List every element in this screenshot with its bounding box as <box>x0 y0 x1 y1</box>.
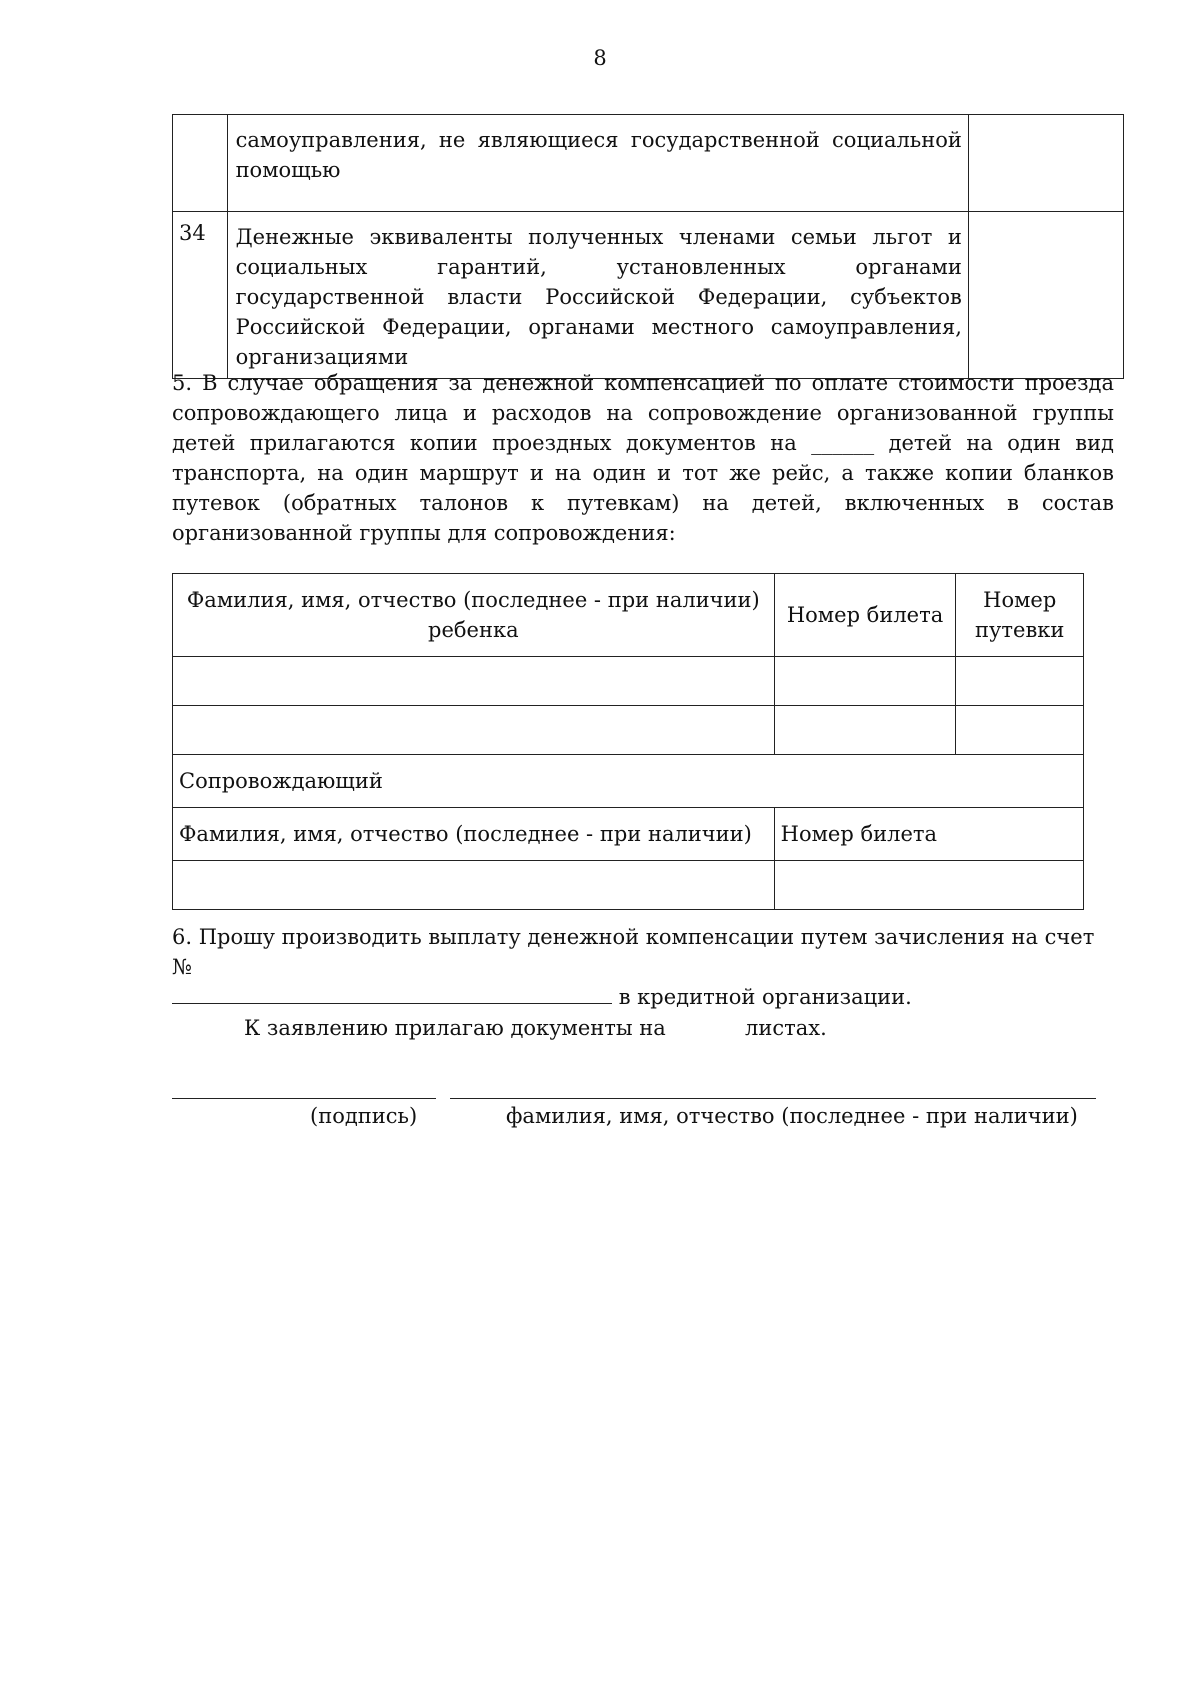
accompanying-label: Сопровождающий <box>173 755 1084 808</box>
children-count-field[interactable]: ______ <box>811 431 875 455</box>
attachments-text-end: листах. <box>745 1016 827 1040</box>
table-row <box>173 115 1124 212</box>
row-value-field[interactable] <box>968 212 1123 379</box>
full-name-caption: фамилия, имя, отчество (последнее - при наличии) <box>506 1104 1078 1128</box>
accompanying-name-header: Фамилия, имя, отчество (последнее - при наличии) <box>173 808 775 861</box>
section-6-paragraph <box>172 922 1114 1012</box>
accompanying-header-row <box>173 808 1084 861</box>
full-name-line[interactable] <box>450 1098 1096 1099</box>
accompanying-ticket-field[interactable] <box>774 861 1083 910</box>
table-row <box>173 706 1084 755</box>
sheets-count-field[interactable] <box>668 1016 738 1040</box>
table-header-row <box>173 574 1084 657</box>
attachments-text: К заявлению прилагаю документы на <box>244 1016 666 1040</box>
row-text: самоуправления, не являющиеся государственной социальной помощью <box>227 115 968 212</box>
accompanying-ticket-header: Номер билета <box>774 808 1083 861</box>
accompanying-row <box>173 755 1084 808</box>
voucher-number-field[interactable] <box>956 657 1084 706</box>
section-6-text-part1: 6. Прошу производить выплату денежной компенсации путем зачисления на счет № <box>172 925 1095 979</box>
table-row <box>173 657 1084 706</box>
account-number-field[interactable] <box>172 983 612 1004</box>
section-6-text-part2: в кредитной организации. <box>618 985 912 1009</box>
table-row <box>173 212 1124 379</box>
header-child-name: Фамилия, имя, отчество (последнее - при наличии) ребенка <box>173 574 775 657</box>
ticket-number-field[interactable] <box>774 706 956 755</box>
section-5-paragraph <box>172 368 1114 548</box>
section-5-text-part2: детей на один вид транспорта, на один маршрут и на один и тот же рейс, а также копии бланков путевок (обратных талонов к путевкам) на детей, включенных в состав организованной группы для сопровождения: <box>172 431 1114 545</box>
signature-line[interactable] <box>172 1098 436 1099</box>
children-table <box>172 573 1084 910</box>
row-number <box>173 115 228 212</box>
child-name-field[interactable] <box>173 657 775 706</box>
row-text: Денежные эквиваленты полученных членами семьи льгот и социальных гарантий, установленных органами государственной власти Российской Федерации, субъектов Российской Федерации, органами местного самоуправления, организациями <box>227 212 968 379</box>
page-number: 8 <box>593 46 607 70</box>
table-row <box>173 861 1084 910</box>
accompanying-name-field[interactable] <box>173 861 775 910</box>
header-voucher-number: Номер путевки <box>956 574 1084 657</box>
voucher-number-field[interactable] <box>956 706 1084 755</box>
section-5-text-part1: 5. В случае обращения за денежной компенсацией по оплате стоимости проезда сопровождающего лица и расходов на сопровождение организованной группы детей прилагаются копии проездных документов на <box>172 371 1114 455</box>
signature-caption: (подпись) <box>310 1104 418 1128</box>
header-ticket-number: Номер билета <box>774 574 956 657</box>
row-value-field[interactable] <box>968 115 1123 212</box>
child-name-field[interactable] <box>173 706 775 755</box>
income-table <box>172 114 1124 379</box>
ticket-number-field[interactable] <box>774 657 956 706</box>
row-number: 34 <box>173 212 228 379</box>
